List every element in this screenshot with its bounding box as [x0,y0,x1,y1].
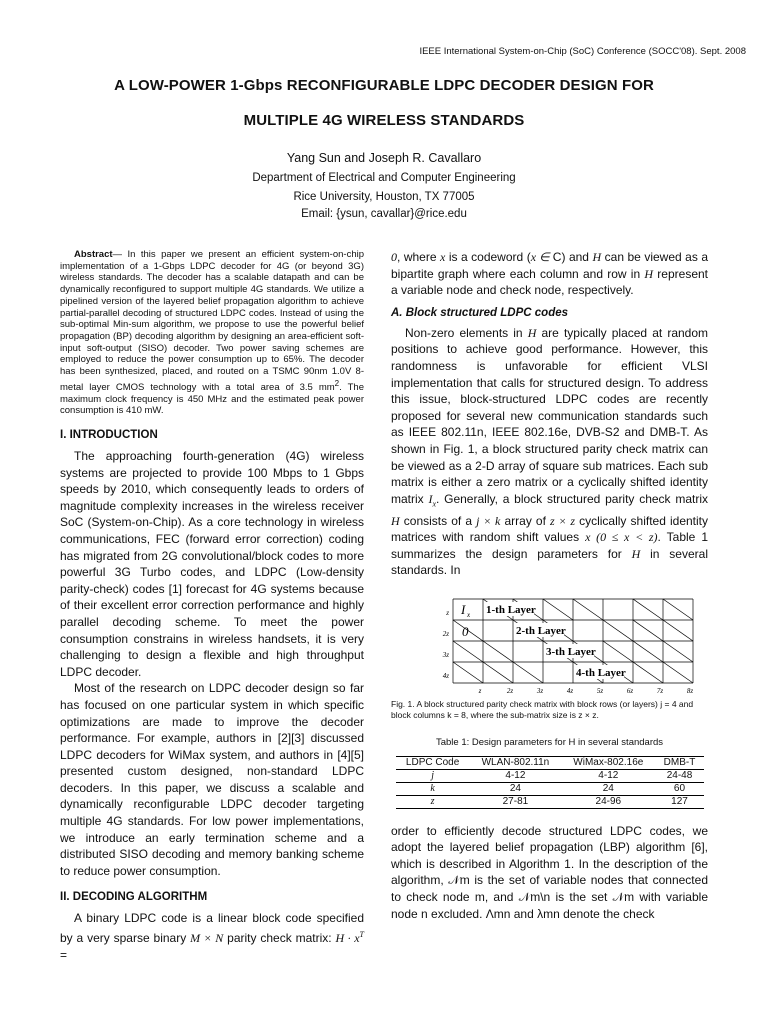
authors: Yang Sun and Joseph R. Cavallaro [286,151,482,165]
abstract-label: Abstract [74,249,113,260]
codeword-paragraph: 0, where x is a codeword (x ∈ C) and H can be viewed as a bipartite graph where each column and row in H represent a variable node and check node, respectively. [391,250,709,298]
x-tick-label: 6z [626,687,634,696]
table-row [396,795,704,808]
table-cell-dmbt: 24-48 [655,769,703,782]
table-cell-wimax: 4-12 [561,769,655,782]
table-cell-dmbt: 60 [655,782,703,795]
subsection-block-structured-heading: A. Block structured LDPC codes [391,306,569,319]
table-row [396,769,704,782]
right-column [391,249,708,922]
shifted-identity-diagonal [453,662,483,683]
y-tick-label: 4z [442,672,449,681]
shifted-identity-diagonal [663,599,693,620]
x-tick-label: 8z [686,687,694,696]
y-tick-label: z [446,609,449,618]
figure-1-parity-check-matrix [429,593,699,696]
left-column [60,249,364,963]
design-parameters-table [396,756,704,809]
table-cell-wlan: 27-81 [470,795,561,808]
table-cell-param: j [396,769,470,782]
table-cell-wlan: 4-12 [470,769,561,782]
x-tick-label: 5z [596,687,604,696]
y-tick-label: 3z [442,651,449,660]
abstract [60,249,364,417]
layer-label-1: 1-th Layer [486,604,536,617]
shifted-identity-diagonal [573,599,603,620]
ix-sub-label: x [467,611,471,620]
shifted-identity-diagonal [633,620,663,641]
layer-label-4: 4-th Layer [576,667,626,680]
abstract-area-sup: 2 [334,378,340,388]
zero-block-label: 0 [462,624,469,640]
x-tick-label: z [478,687,482,696]
x-tick-label: 3z [536,687,544,696]
table-header-1: WLAN-802.11n [470,756,561,769]
abstract-text: — In this paper we present an efficient system-on-chip implementation of a 1-Gbps LDPC decoder for 4G (or beyond 3G) wireless standards. The decoder has a scalable datapath and can be dynamically reconfigured to support multiple 4G standards. We utilize a pipelined version of the layered belief propagation algorithm to achieve partial-parallel decoding of structured LDPC codes. Instead of using the sub-optimal Min-sum algorithm, we propose to use the powerful belief propagation (BP) decoding algorithm by designing an area-efficient soft-input soft-output (SISO) decoder. Two power saving schemes are employed to reduce the power consumption up to 65%. The decoder has been synthesized, placed, and routed on a TSMC 90nm 1.0V 8-metal layer CMOS technology with a total area of 3.5 mm [60,249,364,393]
table-cell-param: k [396,782,470,795]
table-header-0: LDPC Code [396,756,470,769]
affiliation-email: Email: {ysun, cavallar}@rice.edu [301,208,467,220]
ix-label: I [461,602,466,618]
table-header-2: WiMax-802.16e [561,756,655,769]
shifted-identity-diagonal [603,641,633,662]
paper-title-line1: A LOW-POWER 1-Gbps RECONFIGURABLE LDPC DECODER DESIGN FOR [114,77,654,94]
shifted-identity-diagonal [603,620,633,641]
affiliation-address: Rice University, Houston, TX 77005 [293,191,475,203]
figure-1-caption: Fig. 1. A block structured parity check matrix with block rows (or layers) j = 4 and block columns k = 8, where the sub-matrix size is z × z. [391,699,694,721]
shifted-identity-diagonal [513,662,543,683]
layer-label-2: 2-th Layer [516,625,566,638]
decoding-paragraph-1: A binary LDPC code is a linear block code specified by a very sparse binary M × N parity check matrix: $H \cdot x^T$ = [60,911,364,962]
shifted-identity-diagonal [633,599,663,620]
layer-label-3: 3-th Layer [546,646,596,659]
table-cell-wimax: 24 [561,782,655,795]
abstract-text-end: . The maximum clock frequency is 450 MHz and the estimated peak power consumption is 410 mW. [60,381,364,417]
table-cell-wlan: 24 [470,782,561,795]
section-introduction-heading: I. INTRODUCTION [60,429,158,441]
shifted-identity-diagonal [483,662,513,683]
section-decoding-heading: II. DECODING ALGORITHM [60,891,208,904]
table-cell-wimax: 24-96 [561,795,655,808]
matrix-diagram [429,593,699,697]
table-body [396,769,704,808]
shifted-identity-diagonal [543,599,573,620]
x-tick-label: 7z [656,687,664,696]
shifted-identity-diagonal [663,641,693,662]
table-1-caption: Table 1: Design parameters for H in several standards [435,737,664,749]
shifted-identity-diagonal [633,662,663,683]
table-header-row [396,756,704,769]
x-tick-label: 4z [566,687,574,696]
shifted-identity-diagonal [663,620,693,641]
shifted-identity-diagonal [633,641,663,662]
affiliation-dept: Department of Electrical and Computer Engineering [252,172,516,184]
conference-header: IEEE International System-on-Chip (SoC) Conference (SOCC'08). Sept. 2008 [419,46,746,57]
table-cell-param: z [396,795,470,808]
lbp-paragraph: order to efficiently decode structured LDPC codes, we adopt the layered belief propagation (LBP) algorithm [6], which is described in Algorithm 1. In the description of the algorithm, 𝒩m is the set of variable nodes that connected to check node m, and 𝒩m\n is the set 𝒩m with variable node n excluded. Λmn and λmn denote the check [391,823,708,921]
block-structured-paragraph: Non-zero elements in H are typically placed at random positions to achieve good performance. However, this randomness is unfavorable for efficient VLSI implementation that calls for structured design. To address this issue, block-structured LDPC codes are recently proposed for several new communication standards such as IEEE 802.11n, IEEE 802.16e, DVB-S2 and DMB-T. As shown in Fig. 1, a block structured parity check matrix can be viewed as a 2-D array of square sub matrices. Each sub matrix is either a zero matrix or a cyclically shifted identity matrix $I_x$. Generally, a block structured parity check matrix H consists of a j × k array of z × z cyclically shifted identity matrices with random shift values x (0 ≤ x < z). Table 1 summarizes the design parameters for H in several standards. In [391,325,709,578]
table-header-3: DMB-T [655,756,703,769]
shifted-identity-diagonal [663,662,693,683]
intro-paragraph-2: Most of the research on LDPC decoder design so far has focused on one particular system in which specific optimizations are made to improve the decoder performance. For example, authors in [2][3] discussed LDPC decoders for WiMax system, and authors in [4][5] presented custom designed, non-standard LDPC decoders. In this paper, we discuss a scalable and dynamically reconfigurable LDPC decoder targeting multiple 4G standards. For low power implementations, we introduce an early termination scheme and a distributed SISO decoding and memory banking scheme to reduce power consumption. [60,681,364,878]
table-row [396,782,704,795]
shifted-identity-diagonal [483,641,513,662]
x-tick-label: 2z [506,687,514,696]
shifted-identity-diagonal [453,641,483,662]
y-tick-label: 2z [442,630,449,639]
paper-title-line2: MULTIPLE 4G WIRELESS STANDARDS [243,112,525,129]
table-cell-dmbt: 127 [655,795,703,808]
intro-paragraph-1: The approaching fourth-generation (4G) wireless systems are projected to provide 100 Mbps to 1 Gbps speeds by 2010, which consequently leads to orders of magnitude complexity increases in the wireless receiver SoC (System-on-Chip). As a core technology in wireless communications, FEC (forward error correction) coding has migrated from 2G convolutional/block codes to more powerful 3G Turbo codes, and LDPC (Low-density parity-check) codes [1] forecast for 4G systems because of their excellent error correction performance and highly parallel decoding scheme. To meet the power consumption constrains in wireless handsets, it is very challenging to design a flexible and high throughput LDPC decoder. [60,449,364,679]
